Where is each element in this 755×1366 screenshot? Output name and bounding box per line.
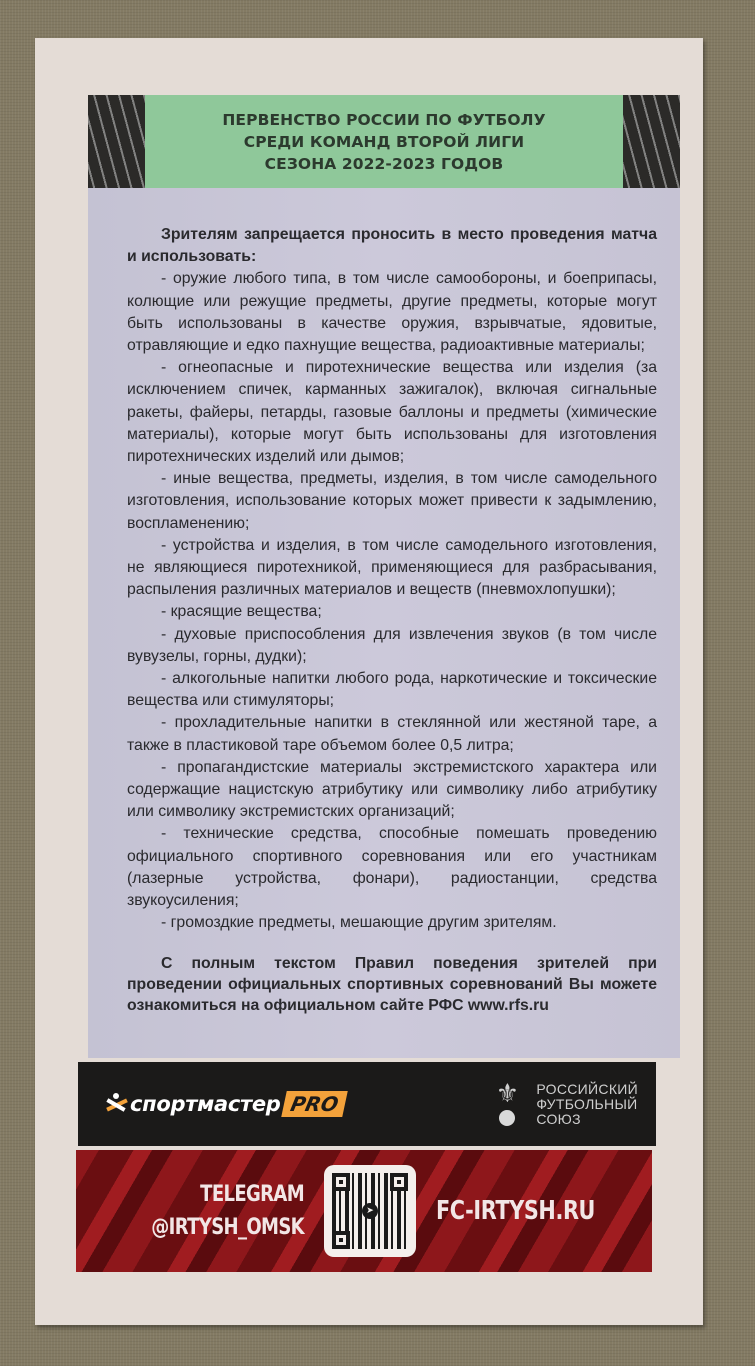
ticket-card bbox=[35, 38, 703, 1325]
league-header bbox=[88, 95, 680, 188]
league-title-line-3: СЕЗОНА 2022-2023 ГОДОВ bbox=[264, 154, 504, 173]
rule-item: - огнеопасные и пиротехнические вещества или изделия (за исключением спичек, карманных зажигалок), включая сигнальные ракеты, файеры, петарды, газовые баллоны и предметы (химические материалы), которые могут быть использованы для изготовления пиротехнических изделий или дымов; bbox=[127, 359, 657, 466]
sponsor-bar bbox=[78, 1062, 656, 1146]
league-title-line-2: СРЕДИ КОМАНД ВТОРОЙ ЛИГИ bbox=[243, 132, 525, 151]
rules-footer-note: С полным текстом Правил поведения зрителей при проведении официальных спортивных соревнований Вы можете ознакомиться на официальном сайте РФС www.rfs.ru bbox=[127, 954, 657, 1014]
rule-item: - духовые приспособления для извлечения звуков (в том числе вувузелы, горны, дудки); bbox=[127, 625, 657, 665]
rule-item: - устройства и изделия, в том числе самодельного изготовления, не являющиеся пиротехникой, применяющиеся для разбрасывания, распыления различных материалов и веществ (пневмохлопушки); bbox=[127, 536, 657, 599]
sportmaster-pro-badge: PRO bbox=[281, 1091, 348, 1117]
rfs-name-line-2: ФУТБОЛЬНЫЙ bbox=[536, 1095, 638, 1112]
league-title-line-1: ПЕРВЕНСТВО РОССИИ ПО ФУТБОЛУ bbox=[222, 110, 546, 129]
telegram-info bbox=[117, 1178, 304, 1244]
eagle-emblem-icon: ⚜ bbox=[486, 1079, 528, 1129]
league-title bbox=[145, 95, 623, 188]
rules-text bbox=[127, 224, 657, 1016]
header-pattern-left bbox=[88, 95, 145, 188]
rule-item: - пропагандистские материалы экстремистского характера или содержащие нацистскую атрибутику или символику либо атрибутику или символику экстремистских организаций; bbox=[127, 758, 657, 821]
telegram-handle: @IRTYSH_OMSK bbox=[151, 1215, 304, 1240]
telegram-label: TELEGRAM bbox=[200, 1182, 304, 1207]
rules-lead: Зрителям запрещается проносить в место проведения матча и использовать: bbox=[127, 226, 657, 266]
runner-logo-icon bbox=[104, 1093, 128, 1115]
sportmaster-wordmark: спортмастер bbox=[130, 1092, 281, 1116]
rule-item: - прохладительные напитки в стеклянной или жестяной таре, а также в пластиковой таре объемом более 0,5 литра; bbox=[127, 714, 657, 754]
rule-item: - технические средства, способные помешать проведению официального спортивного соревнования или его участникам (лазерные устройства, фонари), радиостанции, средства звукоусиления; bbox=[127, 825, 657, 910]
rule-item: - иные вещества, предметы, изделия, в том числе самодельного изготовления, использование которых может привести к задымлению, воспламенению; bbox=[127, 470, 657, 532]
rule-item: - алкогольные напитки любого рода, наркотические и токсические вещества или стимуляторы; bbox=[127, 670, 657, 710]
rfs-logo bbox=[486, 1079, 638, 1129]
rfs-name-line-1: РОССИЙСКИЙ bbox=[536, 1080, 638, 1097]
rules-panel bbox=[88, 188, 680, 1058]
rule-item: - красящие вещества; bbox=[161, 603, 322, 621]
club-website: FC-IRTYSH.RU bbox=[436, 1196, 596, 1226]
club-contacts-bar bbox=[76, 1150, 652, 1272]
telegram-icon: ➤ bbox=[362, 1203, 378, 1219]
sportmaster-logo bbox=[104, 1091, 345, 1117]
qr-code-icon bbox=[324, 1165, 416, 1257]
rule-item: - оружие любого типа, в том числе самообороны, и боеприпасы, колющие или режущие предметы, другие предметы, которые могут быть использованы в качестве оружия, взрывчатые, ядовитые, отравляющие и едко пахнущие вещества, радиоактивные материалы; bbox=[127, 270, 657, 355]
rfs-name bbox=[536, 1082, 638, 1127]
rule-item: - громоздкие предметы, мешающие другим зрителям. bbox=[161, 914, 557, 932]
header-pattern-right bbox=[623, 95, 680, 188]
rfs-name-line-3: СОЮЗ bbox=[536, 1110, 581, 1127]
